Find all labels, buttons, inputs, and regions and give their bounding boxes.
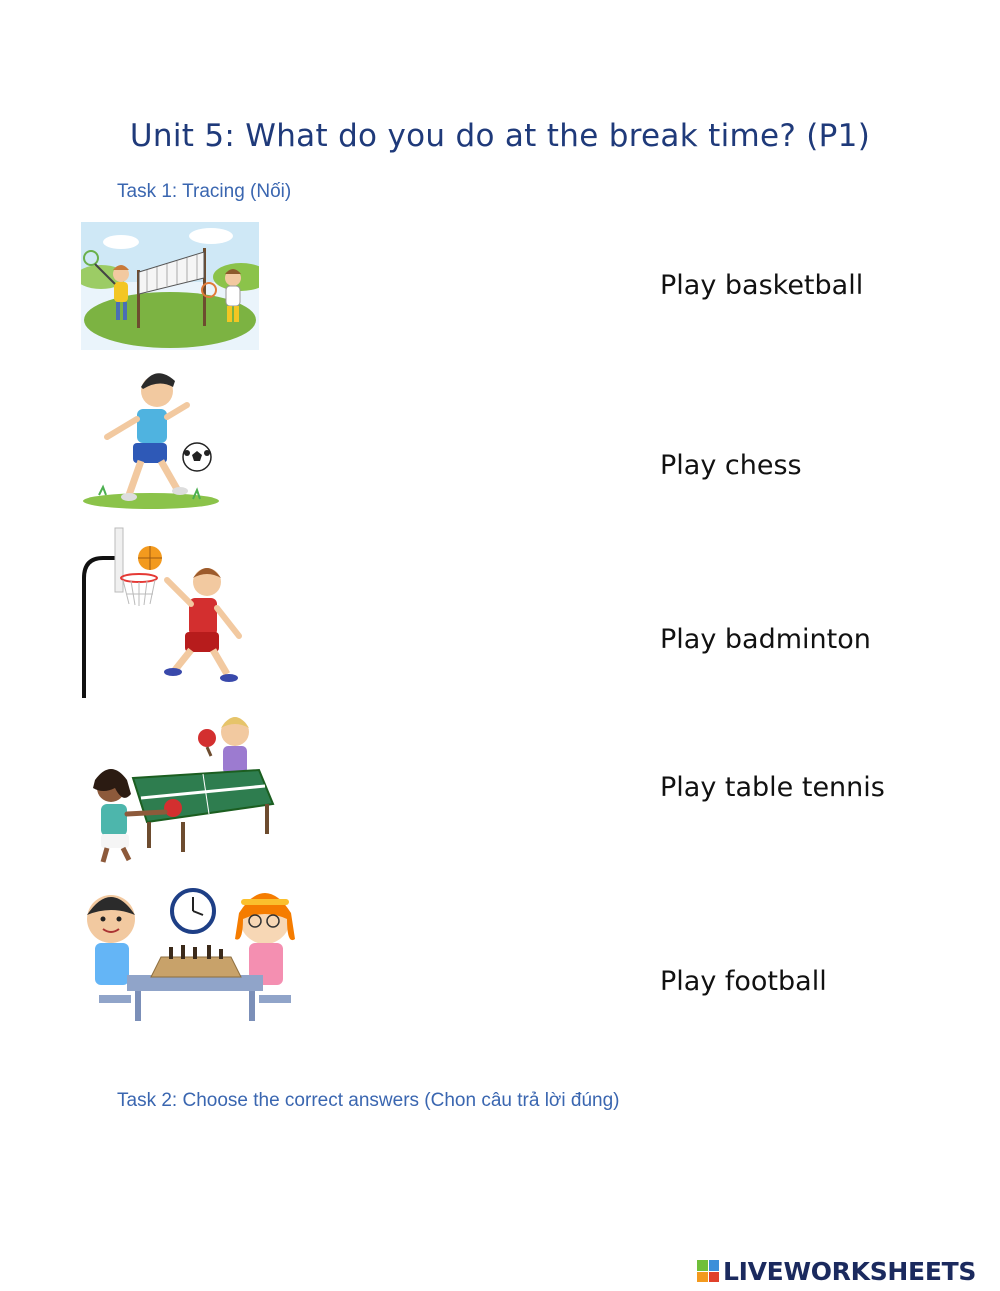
liveworksheets-brand-name: LIVEWORKSHEETS (723, 1256, 977, 1286)
liveworksheets-logo-icon (697, 1260, 719, 1282)
basketball-picture (81, 524, 245, 698)
word-play-chess: Play chess (660, 450, 802, 481)
table-tennis-picture (81, 710, 275, 866)
word-play-badminton: Play badminton (660, 624, 871, 655)
chess-picture (81, 885, 309, 1029)
task1-label: Task 1: Tracing (Nối) (117, 181, 292, 202)
worksheet-title: Unit 5: What do you do at the break time? (P1) (129, 118, 871, 154)
word-play-football: Play football (660, 966, 827, 997)
task2-label: Task 2: Choose the correct answers (Chon câu trả lời đúng) (117, 1090, 620, 1111)
badminton-picture (81, 222, 259, 350)
football-picture (81, 365, 223, 511)
word-play-basketball: Play basketball (660, 270, 864, 301)
liveworksheets-logo[interactable] (697, 1256, 976, 1286)
word-play-table-tennis: Play table tennis (660, 772, 885, 803)
